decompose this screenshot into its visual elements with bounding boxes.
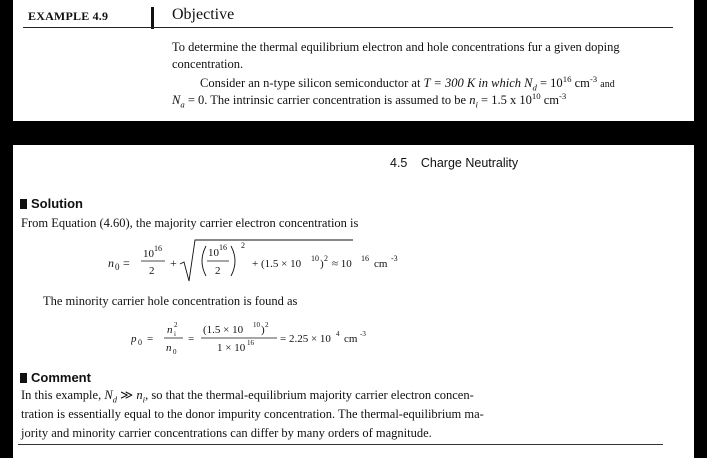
nd-value: = 10 [540,76,563,90]
eq2-f1-den-sub: 0 [173,348,177,356]
nd-exp: 16 [562,73,572,84]
eq1-unit-exp: -3 [391,254,398,263]
comment-nd: N [104,388,113,402]
equation-electron-concentration [108,237,448,287]
eq2-f1-num: n [167,324,173,336]
eq2-f1-num-sup: 2 [174,321,178,329]
comment-ni: n [136,388,143,402]
section-number: 4.5 [390,156,408,170]
eq1-plus: + [170,256,177,270]
heading-square-icon [20,199,27,209]
eq2-result: = 2.25 × 10 [280,333,331,345]
and-text: and [600,79,615,90]
eq1-paren-exp: 2 [241,241,245,250]
eq2-f2-num-exp: 10 [253,321,260,329]
na-symbol: N [172,93,181,107]
eq1-tail: + (1.5 × 10 [252,258,302,270]
eq2-f1-num-sub: i [174,330,176,338]
comment-heading-text: Comment [31,370,91,385]
comment-line1 [21,387,474,403]
eq2-f2-num-sq: 2 [265,321,269,329]
consider-line [200,75,615,93]
eq1-tail-sq: 2 [324,254,328,263]
comment-ni-sub: i [142,394,146,405]
ni-value: = 1.5 x 10 [481,93,532,107]
ni-sub: i [475,99,478,110]
eq1-approx-exp: 16 [361,254,369,263]
eq2-f2-den-exp: 16 [247,339,254,347]
comment-nd-sub: d [112,394,118,405]
eq2-f2-num-close: ) [261,324,265,336]
header-rule [23,27,673,28]
eq1-inner-den: 2 [215,265,221,277]
ni-symbol: n [469,93,476,107]
eq2-equals-1: = [147,333,154,345]
nd-unit-exp: -3 [589,73,598,84]
equation-hole-concentration [131,316,421,360]
solution-heading [20,196,83,211]
solution-intro: From Equation (4.60), the majority carrier electron concentration is [21,216,359,230]
eq1-lhs-sub: 0 [115,262,120,272]
consider-prefix: Consider an n-type silicon semiconductor at [200,76,421,90]
running-head [390,156,518,170]
eq1-frac-num: 10 [143,248,154,260]
nd-unit: cm [574,76,590,90]
comment-prefix: In this example, [21,388,102,402]
section-title: Charge Neutrality [420,156,519,170]
objective-text-line2: concentration. [172,57,244,71]
nd-sub: d [532,82,537,93]
eq2-lhs: p [131,333,137,345]
eq2-f2-den: 1 × 10 [217,342,246,354]
objective-title: Objective [172,6,235,23]
comment-line2: tration is essentially equal to the donor impurity concentration. The thermal-equilibrium ma- [21,407,484,421]
eq1-lhs: n [108,256,114,270]
eq2-equals-2: = [188,333,195,345]
eq2-unit-exp: -3 [360,330,366,338]
ni-unit: cm [543,93,560,107]
eq1-frac-den: 2 [149,265,155,277]
eq1-unit: cm [374,258,388,270]
eq1-inner-num-exp: 16 [219,243,227,252]
eq2-f1-den: n [166,342,172,354]
minority-intro: The minority carrier hole concentration is found as [43,294,298,308]
comment-line1-rest: , so that the thermal-equilibrium majority carrier electron concen- [145,388,474,402]
eq1-tail-exp: 10 [311,254,319,263]
eq1-tail-close: ) [320,258,324,270]
example-label: EXAMPLE 4.9 [28,9,109,23]
temperature-text: T = 300 K in which [423,76,522,90]
bottom-rule [18,444,663,445]
eq1-equals: = [123,256,130,270]
solution-heading-text: Solution [31,196,83,211]
comment-heading [20,370,91,385]
eq1-inner-num: 10 [208,247,219,259]
solution-panel [13,145,694,458]
comment-gg: ≫ [120,388,134,402]
na-rest: = 0. The intrinsic carrier concentration is assumed to be [187,93,467,107]
eq1-frac-num-exp: 16 [154,244,162,253]
eq2-f2-num: (1.5 × 10 [203,324,244,336]
na-sub: a [180,99,185,110]
comment-line3: jority and minority carrier concentrations can differ by many orders of magnitude. [21,426,432,440]
eq2-lhs-sub: 0 [138,338,142,347]
ni-unit-exp: -3 [559,90,567,101]
heading-square-icon [20,373,27,383]
eq2-result-exp: 4 [336,330,340,338]
objective-text-line1: To determine the thermal equilibrium electron and hole concentrations fur a given doping [172,40,620,54]
eq1-right-paren [231,246,235,276]
ni-exp: 10 [531,90,541,101]
nd-symbol: N [524,76,533,90]
example-panel [13,0,694,121]
eq1-left-paren [202,246,206,276]
eq2-unit: cm [344,333,358,345]
header-divider-bar [151,7,154,29]
eq1-approx: ≈ 10 [332,258,352,270]
intrinsic-line [172,92,566,108]
